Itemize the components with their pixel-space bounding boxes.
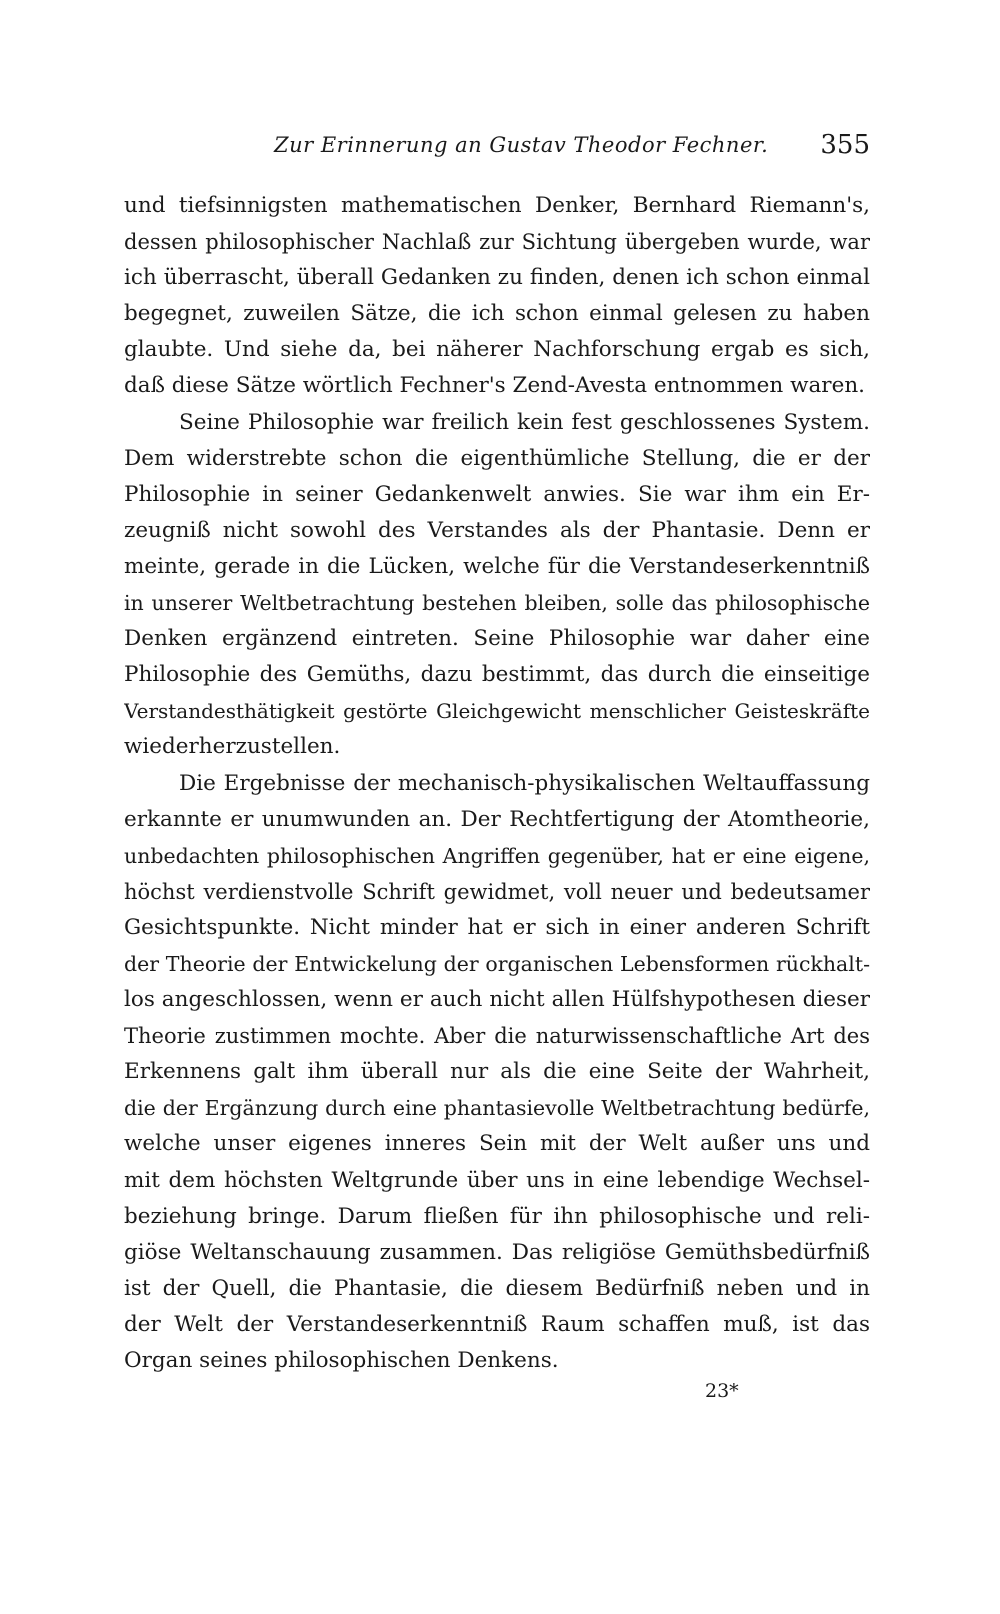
text-line: höchst verdienstvolle Schrift gewidmet, voll neuer und bedeutsamer [124, 879, 870, 904]
text-line: los angeschlossen, wenn er auch nicht allen Hülfshypothesen dieser [124, 987, 870, 1013]
text-line: unbedachten philosophischen Angriffen gegenüber, hat er eine eigene, [124, 843, 870, 868]
text-line: Gesichtspunkte. Nicht minder hat er sich in einer anderen Schrift [124, 914, 870, 940]
text-line: welche unser eigenes inneres Sein mit der Welt außer uns und [124, 1131, 870, 1157]
text-line: Theorie zustimmen mochte. Aber die naturwissenschaftliche Art des [124, 1024, 870, 1049]
text-line: ich überrascht, überall Gedanken zu finden, denen ich schon einmal [124, 265, 870, 291]
body-text [124, 188, 870, 1379]
text-line: daß diese Sätze wörtlich Fechner's Zend-Avesta entnommen waren. [124, 373, 865, 399]
text-line: ist der Quell, die Phantasie, die diesem Bedürfniß neben und in [124, 1275, 870, 1301]
text-line: der Theorie der Entwickelung der organischen Lebensformen rückhalt- [124, 951, 870, 976]
text-line: dessen philosophischer Nachlaß zur Sichtung übergeben wurde, war [124, 230, 870, 255]
text-line: zeugniß nicht sowohl des Verstandes als der Phantasie. Denn er [124, 517, 870, 543]
text-line: der Welt der Verstandeserkenntniß Raum schaffen muß, ist das [124, 1311, 870, 1337]
signature-mark: 23* [705, 1380, 739, 1402]
text-line: Verstandesthätigkeit gestörte Gleichgewicht menschlicher Geisteskräfte [124, 699, 870, 724]
text-line: die der Ergänzung durch eine phantasievolle Weltbetrachtung bedürfe, [124, 1096, 870, 1121]
text-line: in unserer Weltbetrachtung bestehen bleiben, solle das philosophische [124, 591, 870, 616]
running-title: Zur Erinnerung an Gustav Theodor Fechner. [274, 133, 769, 157]
text-line: Denken ergänzend eintreten. Seine Philosophie war daher eine [124, 626, 870, 652]
text-line: und tiefsinnigsten mathematischen Denker, Bernhard Riemann's, [124, 193, 870, 218]
text-line: beziehung bringe. Darum fließen für ihn philosophische und reli- [124, 1203, 870, 1229]
text-line: erkannte er unumwunden an. Der Rechtfertigung der Atomtheorie, [124, 806, 870, 832]
text-line: begegnet, zuweilen Sätze, die ich schon einmal gelesen zu haben [124, 301, 870, 327]
text-line: Die Ergebnisse der mechanisch-physikalischen Weltauffassung [179, 770, 870, 796]
text-line: mit dem höchsten Weltgrunde über uns in eine lebendige Wechsel- [124, 1167, 870, 1193]
text-line: Seine Philosophie war freilich kein fest geschlossenes System. [179, 409, 870, 435]
text-line: wiederherzustellen. [124, 734, 341, 760]
text-line: Dem widerstrebte schon die eigenthümliche Stellung, die er der [124, 445, 870, 471]
text-line: glaubte. Und siehe da, bei näherer Nachforschung ergab es sich, [124, 337, 870, 363]
text-line: Philosophie in seiner Gedankenwelt anwies. Sie war ihm ein Er- [124, 481, 870, 507]
text-line: Organ seines philosophischen Denkens. [124, 1348, 559, 1373]
text-line: Erkennens galt ihm überall nur als die eine Seite der Wahrheit, [124, 1059, 870, 1085]
text-line: Philosophie des Gemüths, dazu bestimmt, das durch die einseitige [124, 662, 870, 688]
text-line: giöse Weltanschauung zusammen. Das religiöse Gemüthsbedürfniß [124, 1239, 870, 1265]
running-head [124, 130, 870, 169]
page-number: 355 [820, 130, 870, 160]
text-line: meinte, gerade in die Lücken, welche für die Verstandeserkenntniß [124, 553, 870, 579]
